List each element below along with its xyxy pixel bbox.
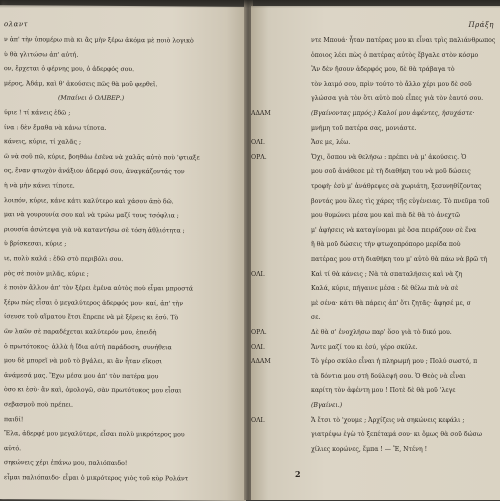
left-page bbox=[0, 5, 246, 501]
left-text-line: ος, ἕναν φτωχὸν ἀνάξιον ἀδερφό σου, ἀναγκάζοντάς τον bbox=[4, 167, 185, 176]
left-text-line: ὺ θὰ γλιτώσω ἀπ' αὐτή. bbox=[4, 50, 79, 59]
speaker-name: ΟΛΙ. bbox=[251, 139, 265, 147]
speaker-name: ΑΔΑΜ bbox=[251, 358, 271, 366]
left-text-line: ὁ πρωτότοκος· ἀλλὰ ἡ ἴδια αὐτὴ παράδοση, συνήθεια bbox=[4, 342, 172, 351]
left-text-line: ῶν λαῶν σὲ παραδέχεται καλύτερόν μου, ἐπειδὴ bbox=[4, 328, 157, 337]
speaker-name: ΟΡΛ. bbox=[251, 153, 267, 161]
left-text-line: μαι νὰ γουρουνία σου καὶ νὰ τρώω μαζί τους τσόφλια ; bbox=[4, 211, 179, 220]
dialogue-text: βοντάς μου ὅλες τὶς χάρες τῆς εὐγένειας. Τὸ πνεῦμα τοῦ bbox=[311, 197, 490, 205]
left-page-text bbox=[0, 35, 246, 483]
left-text-line: ριουσία ἀσώτεψα γιὰ νὰ καταντήσω σὲ τόση ἀθλιότητα ; bbox=[4, 225, 185, 235]
left-text-line: εἶμαι παλιόπαιδο· εἶμαι ὁ μικρότερος γιὸς τοῦ κὺρ Ρολάντ bbox=[4, 474, 189, 483]
left-text-line: ίσευσε τοῦ αἵματου ἔτσι ἔπρεπε νὰ μὲ ξέρεις κι ἐσύ. Τὸ bbox=[4, 313, 179, 322]
left-text-line: ὲ ποιὸν ἄλλον ἀπ' τὸν ξέρει ἐμένα αὐτὸς ποὺ εἶμαι μπροστά bbox=[4, 284, 194, 293]
left-text-line: ἀνάμεσά μας. Ἔχω μέσα μου ἀπ' τὸν πατέρα μου bbox=[4, 371, 159, 381]
left-text-line: ῶ νὰ σοῦ πῶ, κύριε, βοηθάω ἐσένα νὰ χαλᾶς αὐτὸ ποὺ 'φτιαξε bbox=[4, 152, 200, 162]
left-text-line: ὺ βρίσκεσαι, κύριε ; bbox=[4, 240, 67, 248]
dialogue-text: γλώσσα γιὰ τὸν ὅτι αὐτὸ ποὺ εἶπες γιὰ τὸν ἑαυτό σου. bbox=[311, 95, 484, 103]
dialogue-text: Δὲ θὰ σ' ἐνοχλήσω παρ' ὅσο γιὰ τὸ δικό μου. bbox=[311, 329, 452, 336]
dialogue-text: σε. bbox=[311, 314, 321, 322]
dialogue-text: πατέρας μου στὴ διαθήκη του μ' αὐτὸ θὰ πάω νὰ βρῶ τὴ bbox=[311, 256, 488, 263]
dialogue-text: μνήμη τοῦ πατέρα σας, μονιάστε. bbox=[311, 124, 417, 132]
right-page bbox=[251, 6, 500, 500]
page-number: 2 bbox=[295, 469, 301, 480]
dialogue-text: τὰ δόντια μου στὴ δούλεψή σου. Ὁ Θεὸς νὰ εἶναι bbox=[311, 372, 466, 380]
left-text-line: λοιπόν, κύριε, κάνε κάτι καλύτερο καὶ χάσου ἀπὸ δῶ. bbox=[4, 196, 174, 205]
dialogue-text: Καλά, κύριε, πήγαινε μέσα : δὲ θέλω πιὰ νὰ σὲ bbox=[311, 285, 459, 293]
speaker-name: ΟΛΙ. bbox=[251, 416, 265, 424]
dialogue-text: καρίτη τὸν ἀφέντη μου ! Ποτὲ δὲ θὰ μοῦ 'λεγε bbox=[311, 387, 456, 395]
left-text-line: μέρος, Ἀδάμ, καὶ θ' ἀκούσεις πῶς θὰ μοῦ φερθεῖ. bbox=[4, 79, 158, 89]
left-text-line: σηκώνεις χέρι ἐπάνω μου, παλιόπαιδο! bbox=[4, 459, 128, 468]
left-text-line: σεβασμοῦ ποὺ πρέπει. bbox=[4, 401, 73, 409]
dialogue-text: μου σοῦ ἀνάθεσε μὲ τὴ διαθήκη του νὰ μοῦ δώσεις bbox=[311, 168, 471, 176]
dialogue-text: Ἄ ἔτσι τὸ 'χουμε ; Ἀρχίζεις νὰ σηκώνεις κεφάλι ; bbox=[311, 416, 465, 424]
dialogue-text: τὸν λαιμό σου, πρὶν τούτο τὸ ἄλλο χέρι μου δὲ σοῦ bbox=[311, 80, 472, 88]
dialogue-text: ντε Μπουά· ἦταν πατέρας μου κι εἶναι τρὶς παλιάνθρωπος bbox=[311, 37, 496, 44]
speaker-name: ΟΡΛ. bbox=[251, 329, 267, 336]
left-text-line: ιε, πολὺ καλά : ἐδῶ στὸ περιβόλι σου. bbox=[4, 255, 124, 264]
left-text-line: ὴ νὰ μὴν κάνει τίποτε. bbox=[4, 182, 75, 190]
left-text-line: κάνεις, κύριε, τί χαλᾶς ; bbox=[4, 138, 82, 146]
speaker-name: ΟΛΙ. bbox=[251, 270, 265, 278]
dialogue-text: ὁποιος λέει πὼς ὁ πατέρας αὐτὸς ἔβγαλε στὸν κόσμο bbox=[311, 51, 479, 59]
dialogue-text: μ' ἀφήσεις νὰ καταγίνομαι μὲ ὅσα πειράζουν σὲ ἕνα bbox=[311, 226, 477, 234]
dialogue-text: Ὄχι, ὅσπου νὰ θελήσω : πρέπει νὰ μ' ἀκούσεις. Ὁ bbox=[311, 153, 467, 161]
left-text-line: (Μπαίνει ὁ ΟΛΙΒΕΡ.) bbox=[58, 94, 125, 103]
left-text-line: ξέρω πὼς εἶσαι ὁ μεγαλύτερος ἀδερφός μου· καί, ἀπ' τὴν bbox=[4, 298, 184, 308]
speaker-name: ΑΔΑΜ bbox=[251, 110, 271, 117]
left-text-line: ρὸς σὲ ποιὸν μιλᾶς, κύριε ; bbox=[4, 269, 89, 278]
left-text-line: ύριε ! τί κάνεις ἐδῶ ; bbox=[4, 109, 71, 117]
dialogue-text: μου θυμώνει μέσα μου καὶ πιὰ δὲ θὰ τὸ ἀνεχτῶ bbox=[311, 212, 460, 220]
dialogue-text: ἢ θὰ μοῦ δώσεις τὴν φτωχοπρόπορο μερίδα ποὺ bbox=[311, 241, 461, 249]
left-text-line: μου δὲ μπορεῖ νὰ μοῦ τὸ βγάλει, κι ἂν ἦταν εἴκοσι bbox=[4, 357, 163, 366]
dialogue-text: Ἄσε με, λέω. bbox=[311, 139, 351, 147]
left-text-line: παιδί! bbox=[4, 415, 24, 423]
dialogue-text: (Βγαίνει.) bbox=[311, 402, 343, 409]
dialogue-text: Ἄντε μαζί του κι ἐσύ, γέρο σκύλε. bbox=[311, 343, 418, 351]
right-running-head: Πράξη bbox=[468, 21, 494, 29]
left-text-line: ίνα : δὲν ἔμαθα νὰ κάνω τίποτα. bbox=[4, 123, 107, 132]
dialogue-text: (Βγαίνοντας μπρός.) Καλοί μου ἀφέντες, ἡσυχάστε· bbox=[311, 110, 475, 117]
dialogue-text: χίλιες κορώνες, ἔμπα ! — Ἔ, Ντένη ! bbox=[311, 445, 428, 453]
dialogue-text: μὲ σένα· κάτι θὰ πάρεις ἀπ' ὅτι ζητᾶς· ἄφησέ με, σ bbox=[311, 299, 471, 307]
left-text-line: ὸσο κι ἐσὺ· ἂν καὶ, ὁμολογῶ, σὰν πρωτότοκος μου εἶσαι bbox=[4, 386, 182, 395]
left-text-line: αὐτό. bbox=[4, 444, 22, 453]
left-text-line: ον, ἔρχεται ὁ φέρνης μου, ὁ ἀδερφός σου. bbox=[4, 65, 135, 74]
dialogue-text: γιατρέψω ἐγὼ τὸ ξεπέταμά σου· κι ὅμως θὰ σοῦ δώσω bbox=[311, 431, 482, 439]
left-text-line: ν ἀπ' τὴν ὑπομέρω πιὰ κι ἂς μὴν ξέρω ἀκόμα μὲ ποιὸ λογικὸ bbox=[4, 36, 194, 45]
left-text-line: Ἔλα, ἀδερφέ μου μεγαλύτερε, εἶσαι πολὺ μικρότερος μου bbox=[4, 430, 185, 439]
speaker-name: ΟΛΙ. bbox=[251, 343, 265, 351]
dialogue-text: Καὶ τί θὰ κάνεις ; Νὰ τὰ σπαταλήσεις καὶ νὰ ζη bbox=[311, 270, 463, 278]
dialogue-text: Τὸ γέρο σκύλο εἶναι ἡ πληρωμή μου ; Πολύ σωστό, π bbox=[311, 358, 478, 366]
left-running-head: ολαντ bbox=[4, 20, 29, 29]
dialogue-text: Ἂν δὲν ἤσουν ἀδερφός μου, δὲ θὰ τράβαγα τὸ bbox=[311, 66, 455, 74]
dialogue-text: τροφὴ· ἐσὺ μ' ἀνάθρεψες σὰ χωριάτη, ξεσυνηθίζοντας bbox=[311, 183, 482, 190]
